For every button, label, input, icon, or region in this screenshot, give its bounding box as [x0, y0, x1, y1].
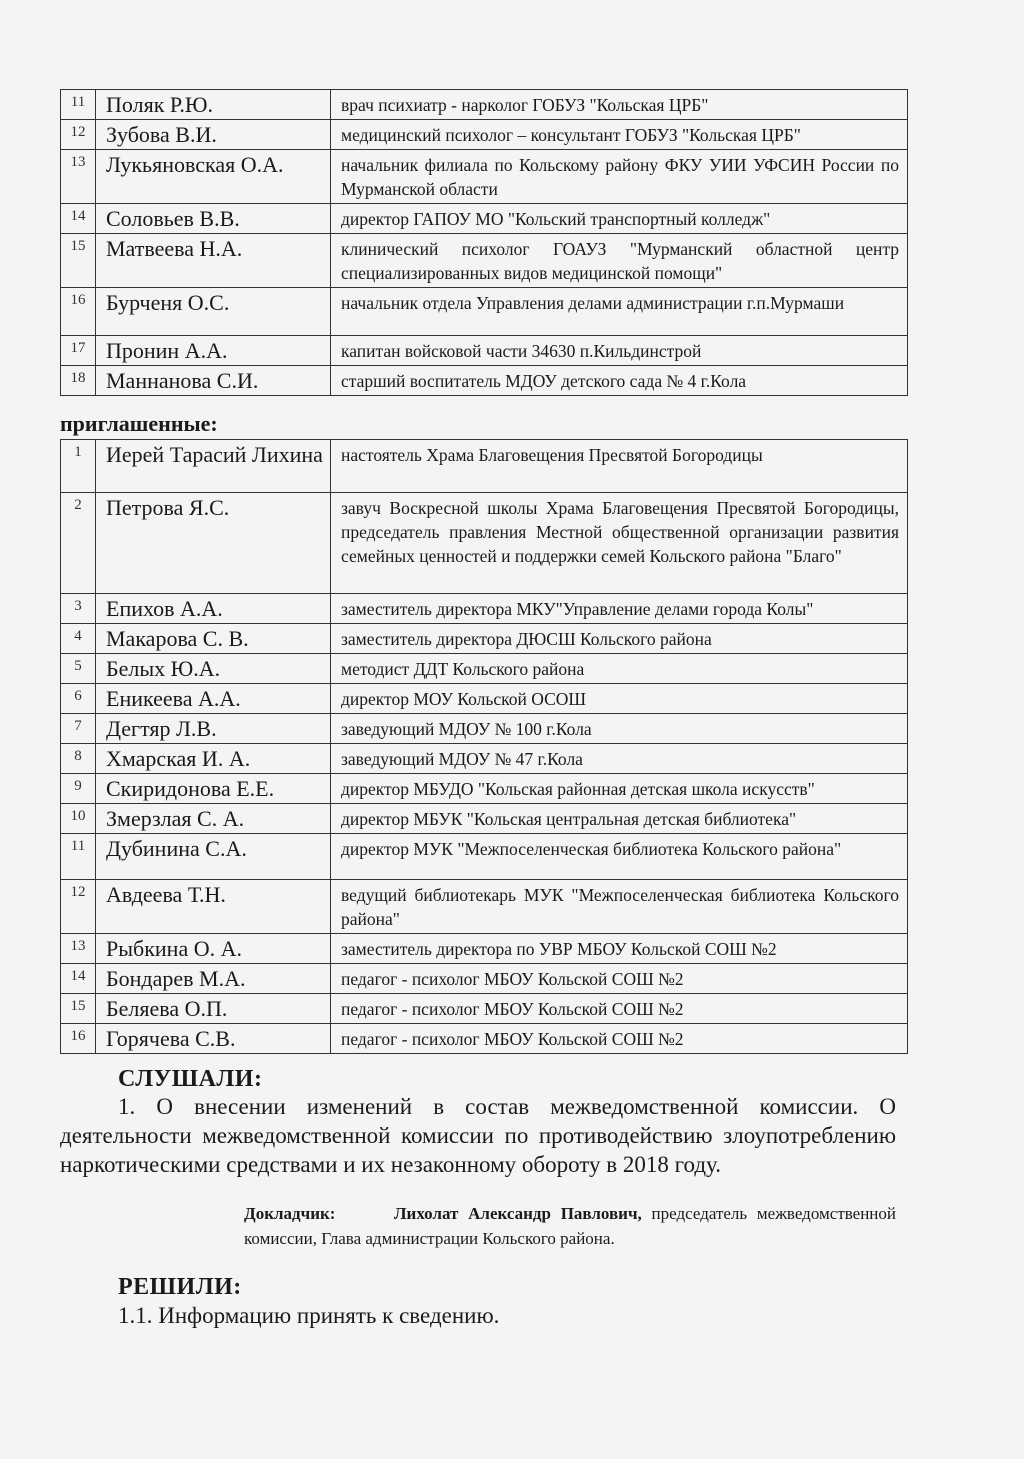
person-name: Беляева О.П.: [96, 994, 331, 1024]
decided-item: 1.1. Информацию принять к сведению.: [118, 1303, 500, 1328]
person-position: медицинский психолог – консультант ГОБУЗ "Кольская ЦРБ": [331, 120, 908, 150]
row-number: 14: [61, 964, 96, 994]
table-row: [61, 440, 908, 493]
row-number: 4: [61, 624, 96, 654]
person-name: Пронин А.А.: [96, 336, 331, 366]
person-name: Белых Ю.А.: [96, 654, 331, 684]
person-name: Поляк Р.Ю.: [96, 90, 331, 120]
table-row: [61, 684, 908, 714]
row-number: 5: [61, 654, 96, 684]
person-name: Лукьяновская О.А.: [96, 150, 331, 204]
invited-heading: приглашенные:: [60, 411, 218, 436]
table-row: [61, 880, 908, 934]
person-name: Змерзлая С. А.: [96, 804, 331, 834]
reporter-block: [244, 1201, 896, 1251]
row-number: 14: [61, 204, 96, 234]
person-position: педагог - психолог МБОУ Кольской СОШ №2: [331, 964, 908, 994]
person-position: педагог - психолог МБОУ Кольской СОШ №2: [331, 1024, 908, 1054]
person-position: директор МБУДО "Кольская районная детская школа искусств": [331, 774, 908, 804]
row-number: 17: [61, 336, 96, 366]
row-number: 16: [61, 288, 96, 336]
row-number: 13: [61, 150, 96, 204]
person-position: директор ГАПОУ МО "Кольский транспортный колледж": [331, 204, 908, 234]
table-row: [61, 120, 908, 150]
person-position: старший воспитатель МДОУ детского сада № 4 г.Кола: [331, 366, 908, 396]
person-name: Дегтяр Л.В.: [96, 714, 331, 744]
person-position: начальник филиала по Кольскому району ФКУ УИИ УФСИН России по Мурманской области: [331, 150, 908, 204]
person-position: завуч Воскресной школы Храма Благовещения Пресвятой Богородицы, председатель правления Местной общественной организации развития семейных ценностей и поддержки семей Кольского района "Благо": [331, 493, 908, 594]
person-position: заместитель директора по УВР МБОУ Кольской СОШ №2: [331, 934, 908, 964]
table-row: [61, 234, 908, 288]
table-row: [61, 366, 908, 396]
person-name: Скиридонова Е.Е.: [96, 774, 331, 804]
reporter-label: Докладчик:: [244, 1204, 336, 1223]
invited-table: [60, 439, 908, 1054]
person-name: Матвеева Н.А.: [96, 234, 331, 288]
table-row: [61, 204, 908, 234]
row-number: 15: [61, 234, 96, 288]
table-row: [61, 288, 908, 336]
person-name: Авдеева Т.Н.: [96, 880, 331, 934]
table-row: [61, 714, 908, 744]
person-name: Макарова С. В.: [96, 624, 331, 654]
person-position: директор МБУК "Кольская центральная детская библиотека": [331, 804, 908, 834]
table-row: [61, 624, 908, 654]
person-position: настоятель Храма Благовещения Пресвятой Богородицы: [331, 440, 908, 493]
row-number: 12: [61, 120, 96, 150]
person-position: заместитель директора МКУ"Управление делами города Колы": [331, 594, 908, 624]
table-row: [61, 594, 908, 624]
row-number: 3: [61, 594, 96, 624]
person-name: Еникеева А.А.: [96, 684, 331, 714]
person-position: заведующий МДОУ № 47 г.Кола: [331, 744, 908, 774]
person-name: Рыбкина О. А.: [96, 934, 331, 964]
table-row: [61, 834, 908, 880]
person-name: Хмарская И. А.: [96, 744, 331, 774]
heard-title: СЛУШАЛИ:: [118, 1066, 263, 1092]
table-row: [61, 493, 908, 594]
reporter-name: Лихолат Александр Павлович,: [393, 1204, 642, 1223]
person-position: капитан войсковой части 34630 п.Кильдинстрой: [331, 336, 908, 366]
row-number: 7: [61, 714, 96, 744]
person-position: врач психиатр - нарколог ГОБУЗ "Кольская ЦРБ": [331, 90, 908, 120]
row-number: 8: [61, 744, 96, 774]
person-position: директор МОУ Кольской ОСОШ: [331, 684, 908, 714]
table-row: [61, 804, 908, 834]
person-name: Бондарев М.А.: [96, 964, 331, 994]
row-number: 13: [61, 934, 96, 964]
row-number: 6: [61, 684, 96, 714]
person-position: заведующий МДОУ № 100 г.Кола: [331, 714, 908, 744]
table-row: [61, 744, 908, 774]
row-number: 18: [61, 366, 96, 396]
person-name: Зубова В.И.: [96, 120, 331, 150]
person-name: Горячева С.В.: [96, 1024, 331, 1054]
row-number: 9: [61, 774, 96, 804]
person-name: Петрова Я.С.: [96, 493, 331, 594]
table-row: [61, 994, 908, 1024]
heard-item: 1. О внесении изменений в состав межведомственной комиссии. О деятельности межведомственной комиссии по противодействию злоупотреблению наркотическими средствами и их незаконному обороту в 2018 году.: [60, 1094, 896, 1177]
table-row: [61, 150, 908, 204]
row-number: 12: [61, 880, 96, 934]
person-name: Соловьев В.В.: [96, 204, 331, 234]
person-position: клинический психолог ГОАУЗ "Мурманский областной центр специализированных видов медицинской помощи": [331, 234, 908, 288]
row-number: 15: [61, 994, 96, 1024]
person-position: методист ДДТ Кольского района: [331, 654, 908, 684]
row-number: 16: [61, 1024, 96, 1054]
row-number: 11: [61, 90, 96, 120]
table-row: [61, 774, 908, 804]
table-row: [61, 654, 908, 684]
person-position: педагог - психолог МБОУ Кольской СОШ №2: [331, 994, 908, 1024]
table-row: [61, 1024, 908, 1054]
row-number: 11: [61, 834, 96, 880]
person-name: Бурченя О.С.: [96, 288, 331, 336]
person-name: Дубинина С.А.: [96, 834, 331, 880]
table-row: [61, 336, 908, 366]
row-number: 10: [61, 804, 96, 834]
table-row: [61, 934, 908, 964]
table-row: [61, 90, 908, 120]
row-number: 1: [61, 440, 96, 493]
person-position: ведущий библиотекарь МУК "Межпоселенческая библиотека Кольского района": [331, 880, 908, 934]
row-number: 2: [61, 493, 96, 594]
person-position: заместитель директора ДЮСШ Кольского района: [331, 624, 908, 654]
decided-title: РЕШИЛИ:: [118, 1274, 242, 1300]
person-name: Епихов А.А.: [96, 594, 331, 624]
person-name: Маннанова С.И.: [96, 366, 331, 396]
person-position: начальник отдела Управления делами администрации г.п.Мурмаши: [331, 288, 908, 336]
person-position: директор МУК "Межпоселенческая библиотека Кольского района": [331, 834, 908, 880]
person-name: Иерей Тарасий Лихина: [96, 440, 331, 493]
reporter-role: председатель межведомственной комиссии, Глава администрации Кольского района.: [244, 1204, 897, 1248]
members-table: [60, 89, 908, 396]
table-row: [61, 964, 908, 994]
